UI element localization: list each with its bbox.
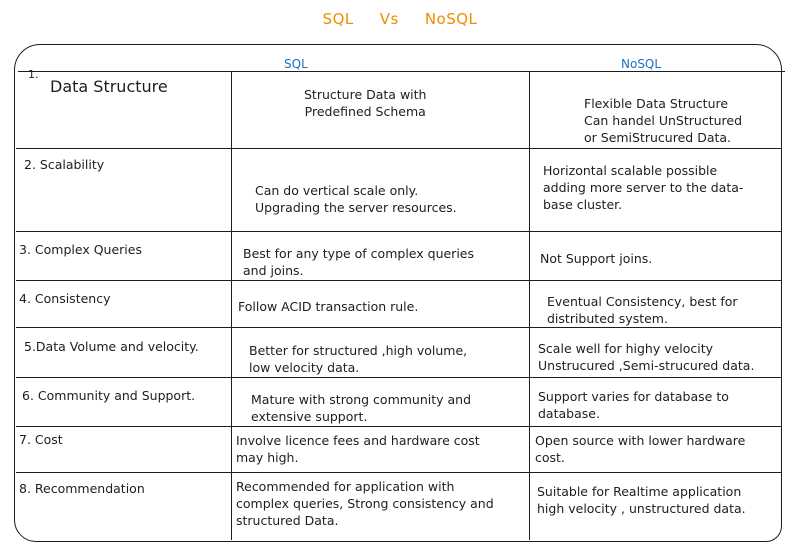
row-2-label: 2. Scalability <box>24 157 105 172</box>
row-divider <box>16 377 782 378</box>
column-header-sql: SQL <box>284 57 308 71</box>
row-7-sql: Involve licence fees and hardware cost may high. <box>236 433 480 465</box>
column-divider-2 <box>529 72 530 540</box>
row-divider <box>16 231 782 232</box>
row-6-label: 6. Community and Support. <box>22 388 196 403</box>
title-sql: SQL <box>322 10 354 28</box>
row-2-sql: Can do vertical scale only. Upgrading the server resources. <box>255 183 457 215</box>
row-divider <box>16 472 782 473</box>
row-divider <box>16 327 782 328</box>
row-3-sql: Best for any type of complex queries and joins. <box>243 246 474 278</box>
row-7-nosql: Open source with lower hardware cost. <box>535 433 746 465</box>
row-1-sql: Structure Data with Predefined Schema <box>304 87 427 119</box>
row-2-nosql: Horizontal scalable possible adding more server to the data- base cluster. <box>543 163 744 212</box>
row-5-sql: Better for structured ,high volume, low velocity data. <box>249 343 468 375</box>
row-5-nosql: Scale well for highy velocity Unstrucured ,Semi-strucured data. <box>538 341 755 373</box>
row-4-nosql: Eventual Consistency, best for distributed system. <box>547 294 738 326</box>
row-3-nosql: Not Support joins. <box>540 251 653 266</box>
row-4-sql: Follow ACID transaction rule. <box>238 299 419 314</box>
row-8-nosql: Suitable for Realtime application high velocity , unstructured data. <box>537 484 746 516</box>
row-1-label: Data Structure <box>50 77 168 96</box>
row-divider <box>16 148 782 149</box>
row-divider <box>16 426 782 427</box>
row-divider <box>16 280 782 281</box>
row-4-label: 4. Consistency <box>19 291 111 306</box>
row-8-label: 8. Recommendation <box>19 481 145 496</box>
row-1-nosql: Flexible Data Structure Can handel UnStructured or SemiStrucured Data. <box>584 96 743 145</box>
title-nosql: NoSQL <box>424 10 478 28</box>
row-8-sql: Recommended for application with complex queries, Strong consistency and structured Data. <box>236 479 494 528</box>
row-6-sql: Mature with strong community and extensive support. <box>251 392 472 424</box>
row-7-label: 7. Cost <box>19 432 63 447</box>
row-6-nosql: Support varies for database to database. <box>538 389 729 421</box>
title-vs: Vs <box>379 10 399 28</box>
column-divider-1 <box>231 72 232 540</box>
column-header-nosql: NoSQL <box>621 57 662 71</box>
row-1-number: 1. <box>28 68 39 81</box>
row-3-label: 3. Complex Queries <box>19 242 142 257</box>
row-5-label: 5.Data Volume and velocity. <box>24 339 199 354</box>
